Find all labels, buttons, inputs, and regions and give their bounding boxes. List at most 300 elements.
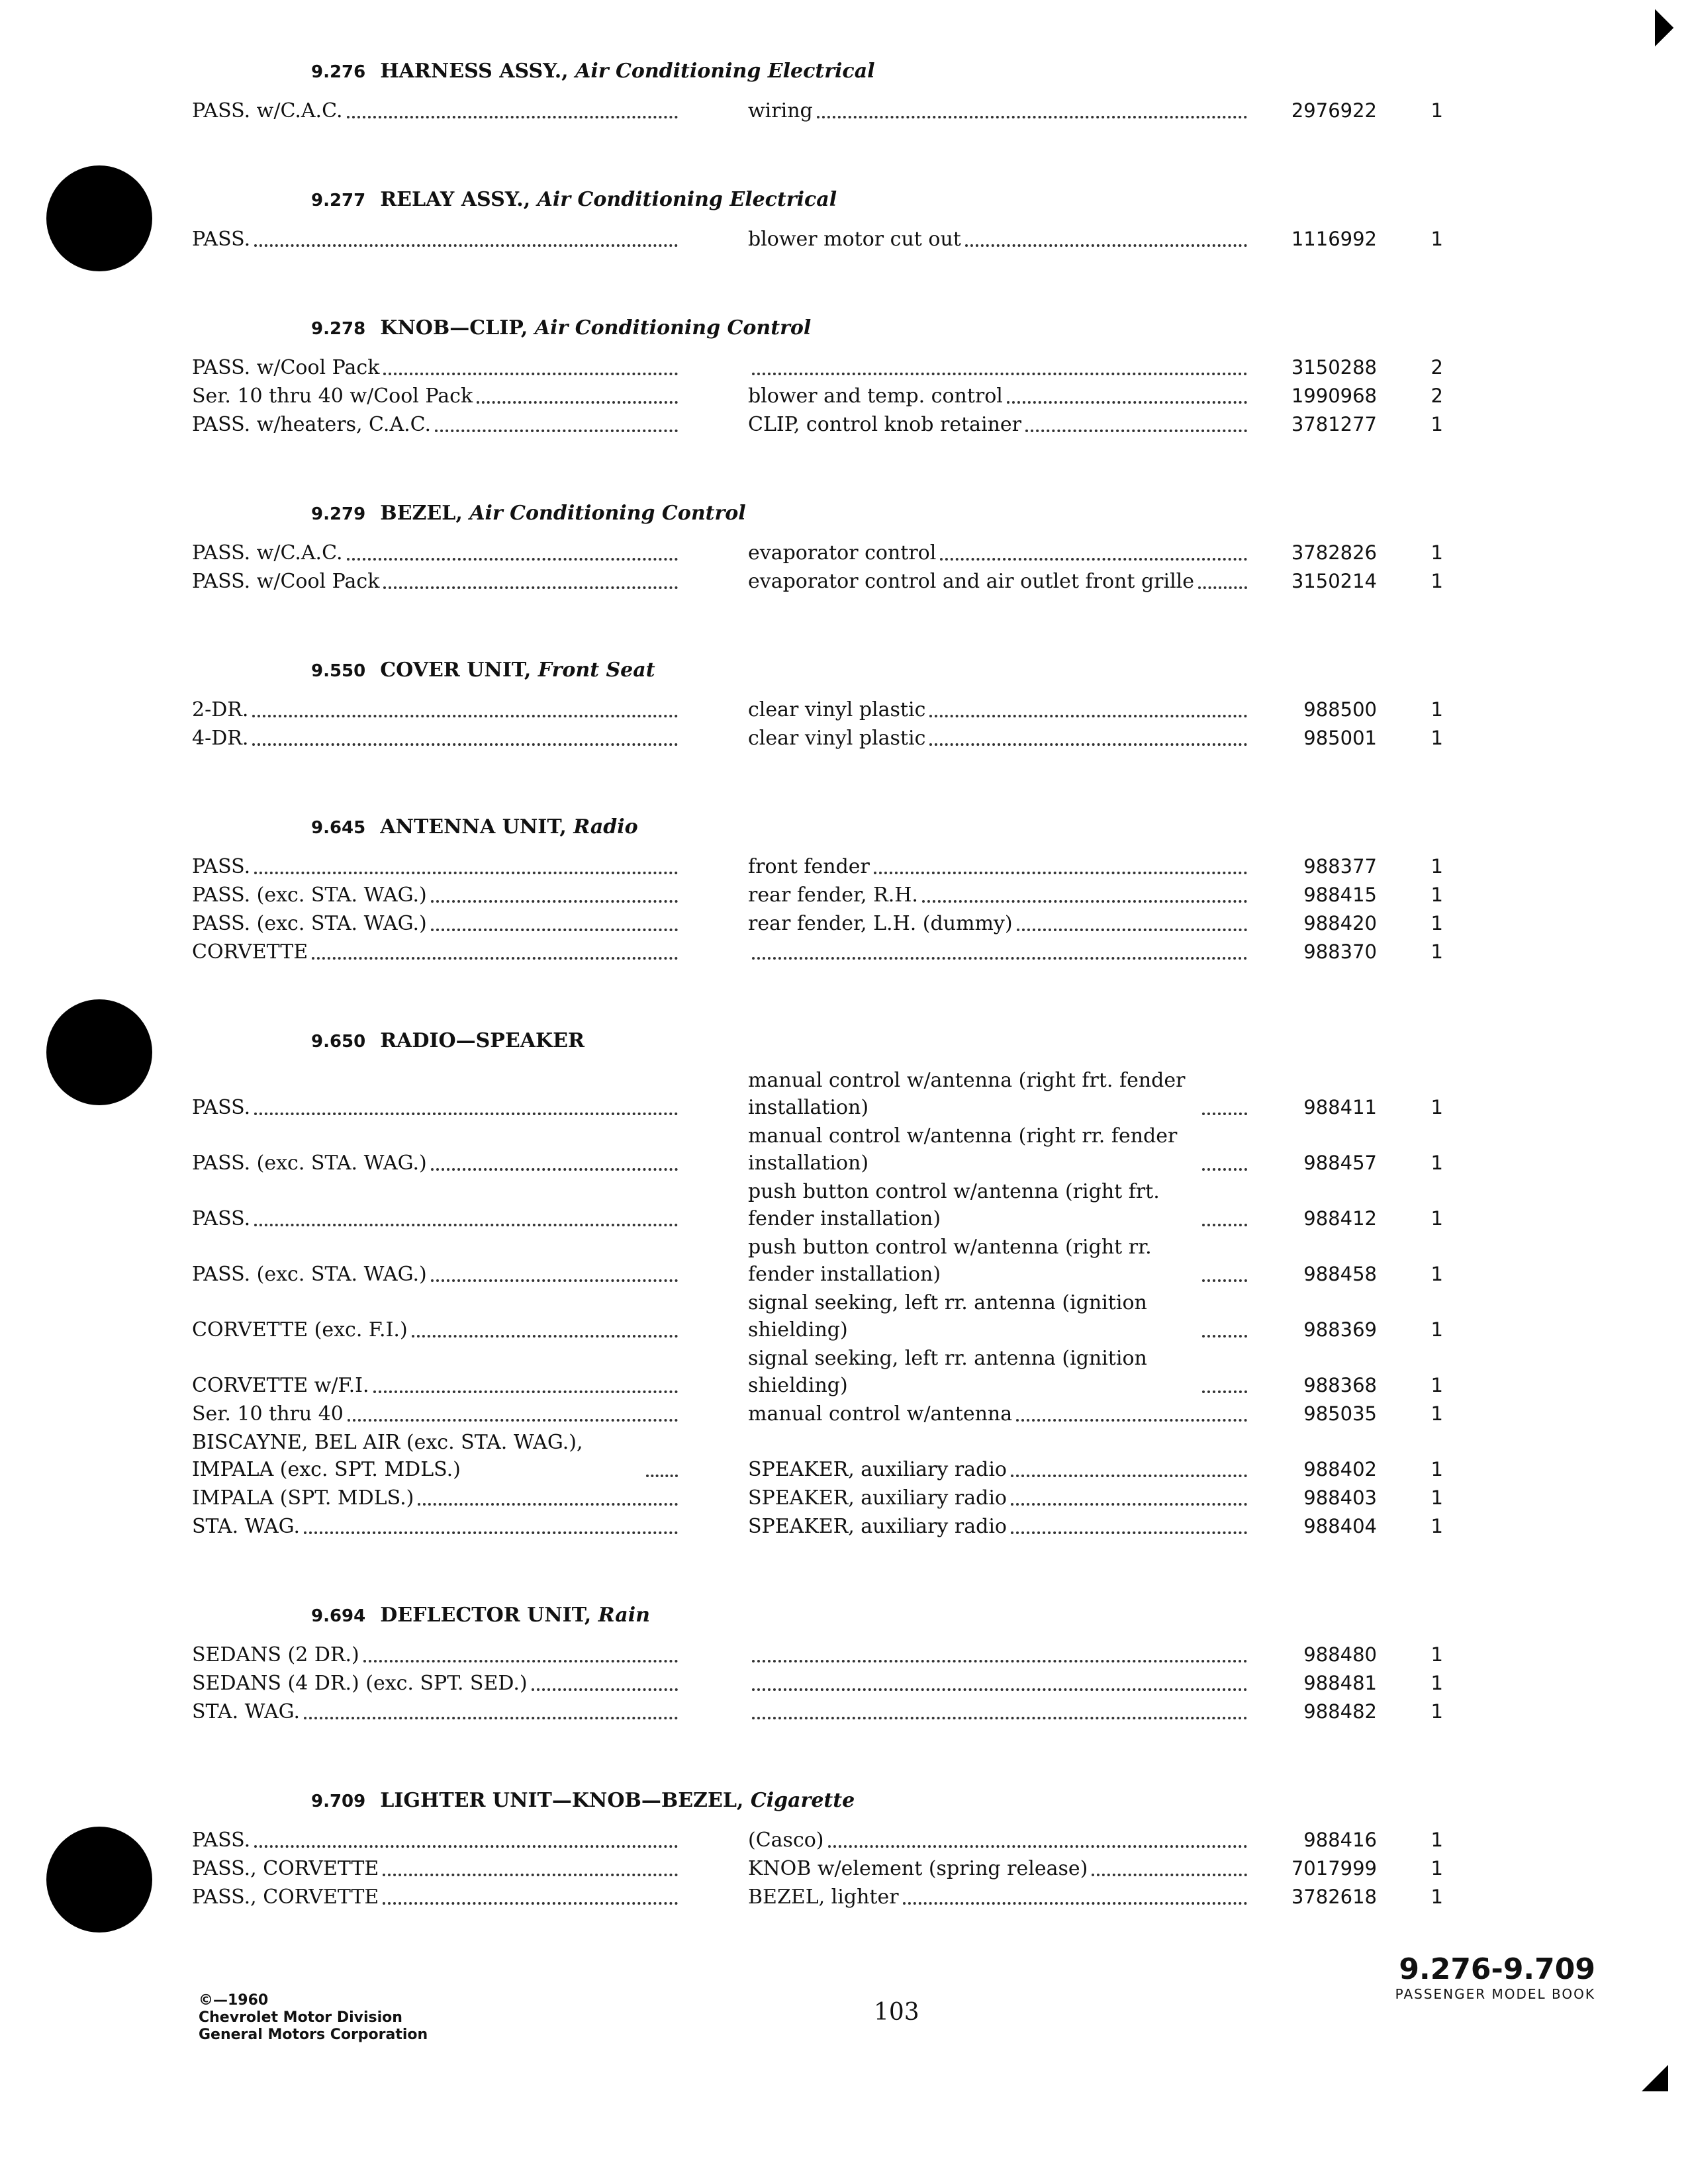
part-number: 3782618 [1291,1886,1377,1908]
part-number: 2976922 [1291,99,1377,122]
section-heading [192,316,1489,340]
quantity: 1 [1430,1152,1443,1174]
application-text: Ser. 10 thru 40 w/Cool Pack [192,385,473,408]
section-number: 9.645 [311,818,366,838]
leader-dots [752,1716,1247,1719]
leader-dots [1202,1390,1247,1393]
quantity: 1 [1430,1402,1443,1425]
description-cell [722,97,1251,124]
company-corporation: General Motors Corporation [199,2026,428,2043]
leader-dots [348,1418,678,1422]
application-cell [192,568,722,595]
description-text: BEZEL, lighter [748,1886,899,1909]
application-cell [192,853,722,880]
company-division: Chevrolet Motor Division [199,2009,402,2026]
application-cell [192,1670,722,1697]
section-heading [192,659,1489,682]
section-range: 9.276-9.709 [1399,1952,1595,1986]
corner-mark-top-icon [1636,9,1674,47]
leader-dots [929,743,1247,746]
quantity: 1 [1430,855,1443,878]
description-cell [722,372,1251,381]
quantity: 1 [1430,1700,1443,1723]
leader-dots [347,115,678,118]
section-description: Cigarette [750,1789,855,1812]
publisher-block [199,1992,428,2044]
description-text: front fender [748,855,870,878]
application-text: STA. WAG. [192,1515,301,1538]
section-description: Front Seat [538,659,655,682]
description-cell [722,1716,1251,1725]
part-row [192,1484,1489,1512]
description-text: clear vinyl plastic [748,727,926,750]
application-text: CORVETTE w/F.I. [192,1374,369,1397]
quantity: 1 [1430,1458,1443,1480]
part-row [192,1884,1489,1911]
application-cell [192,97,722,124]
part-number: 3150288 [1291,356,1377,379]
part-row [192,226,1489,253]
application-cell [192,910,722,937]
leader-dots [304,1716,678,1719]
application-text: PASS. (exc. STA. WAG.) [192,1263,427,1286]
section-heading [192,60,1489,83]
part-row [192,1513,1489,1540]
part-row [192,354,1489,381]
leader-dots [1092,1873,1247,1876]
part-row [192,1345,1489,1399]
quantity: 1 [1430,413,1443,435]
application-text: PASS. w/C.A.C. [192,541,343,565]
section-9-279 [192,502,1489,595]
description-cell [722,1484,1251,1512]
section-title: ANTENNA UNIT, [380,815,567,839]
leader-dots [940,557,1247,561]
description-cell [722,1178,1251,1232]
description-cell [722,1400,1251,1428]
section-number: 9.694 [311,1606,366,1626]
part-number: 7017999 [1291,1857,1377,1880]
section-description: Air Conditioning Electrical [537,188,837,211]
description-text: blower motor cut out [748,228,961,251]
section-number: 9.550 [311,661,366,681]
description-cell [722,1345,1251,1399]
application-cell [192,411,722,438]
description-text: evaporator control and air outlet front grille [748,570,1195,593]
description-text: rear fender, R.H. [748,884,918,907]
part-number: 3782826 [1291,541,1377,564]
description-cell [722,411,1251,438]
book-reference [1395,1952,1595,2002]
description-cell [722,1289,1251,1343]
part-number: 985035 [1303,1402,1377,1425]
section-heading [192,1604,1489,1627]
leader-dots [418,1502,678,1506]
application-text: PASS. [192,228,251,251]
application-cell [192,383,722,410]
part-row [192,1670,1489,1697]
description-text: CLIP, control knob retainer [748,413,1022,436]
description-text: SPEAKER, auxiliary radio [748,1458,1007,1481]
description-text: manual control w/antenna (right frt. fender installation) [748,1069,1186,1119]
application-cell [192,354,722,381]
leader-dots [1202,1167,1247,1171]
application-cell [192,539,722,567]
description-cell [722,1688,1251,1697]
leader-dots [431,899,678,903]
quantity: 1 [1430,1374,1443,1396]
quantity: 1 [1430,698,1443,721]
leader-dots [431,1279,678,1282]
leader-dots [304,1531,678,1534]
corner-mark-bottom-icon [1642,2065,1668,2091]
application-text: PASS. (exc. STA. WAG.) [192,884,427,907]
description-cell [722,383,1251,410]
application-cell [192,725,722,752]
leader-dots [1011,1502,1247,1506]
leader-dots [1017,928,1247,931]
part-row [192,1289,1489,1343]
section-description: Air Conditioning Electrical [575,60,875,83]
leader-dots [752,1688,1247,1691]
description-cell [722,539,1251,567]
description-cell [722,1122,1251,1177]
description-text: (Casco) [748,1829,824,1852]
leader-dots [752,956,1247,960]
application-text: PASS. w/C.A.C. [192,99,343,122]
application-text: SEDANS (4 DR.) (exc. SPT. SED.) [192,1672,528,1695]
leader-dots [1202,1223,1247,1226]
application-text: 2-DR. [192,698,249,721]
leader-dots [254,244,678,247]
application-cell [192,1372,722,1399]
quantity: 1 [1430,1672,1443,1694]
quantity: 1 [1430,1857,1443,1880]
part-number: 988411 [1303,1096,1377,1118]
leader-dots [383,1901,678,1905]
application-text: CORVETTE (exc. F.I.) [192,1318,408,1342]
quantity: 1 [1430,912,1443,934]
part-row [192,882,1489,909]
leader-dots [383,586,678,589]
quantity: 2 [1430,356,1443,379]
description-cell [722,568,1251,595]
quantity: 1 [1430,1318,1443,1341]
part-number: 988420 [1303,912,1377,934]
leader-dots [431,928,678,931]
quantity: 1 [1430,1096,1443,1118]
part-number: 988377 [1303,855,1377,878]
section-number: 9.276 [311,62,366,82]
leader-dots [817,115,1247,118]
leader-dots [922,899,1247,903]
section-description: Air Conditioning Control [534,316,812,340]
application-text: SEDANS (2 DR.) [192,1643,359,1666]
part-number: 1990968 [1291,385,1377,407]
section-9-650 [192,1029,1489,1540]
part-row [192,725,1489,752]
part-number: 988368 [1303,1374,1377,1396]
application-text: PASS. w/heaters, C.A.C. [192,413,432,436]
quantity: 1 [1430,1207,1443,1230]
leader-dots [874,871,1247,874]
leader-dots [1016,1418,1247,1422]
application-cell [192,938,722,966]
quantity: 1 [1430,570,1443,592]
leader-dots [752,372,1247,375]
description-cell [722,882,1251,909]
application-cell [192,1150,722,1177]
application-cell [192,882,722,909]
section-heading [192,188,1489,211]
application-text: PASS. (exc. STA. WAG.) [192,912,427,935]
description-cell [722,1513,1251,1540]
part-row [192,411,1489,438]
section-9-278 [192,316,1489,438]
application-text: 4-DR. [192,727,249,750]
leader-dots [252,743,678,746]
part-number: 1116992 [1291,228,1377,250]
description-cell [722,1234,1251,1288]
description-cell [722,696,1251,723]
binder-hole-middle [46,999,152,1105]
description-cell [722,1067,1251,1121]
part-number: 988404 [1303,1515,1377,1537]
part-row [192,97,1489,124]
application-text: PASS. [192,1096,251,1119]
section-9-694 [192,1604,1489,1725]
application-cell [192,226,722,253]
copyright: ©—1960 [199,1992,269,2009]
part-row [192,539,1489,567]
section-heading [192,1029,1489,1052]
application-text: PASS. [192,855,251,878]
quantity: 2 [1430,385,1443,407]
section-number: 9.709 [311,1792,366,1811]
application-text: Ser. 10 thru 40 [192,1402,344,1426]
part-number: 3150214 [1291,570,1377,592]
quantity: 1 [1430,228,1443,250]
section-title: HARNESS ASSY., [380,60,569,83]
application-cell [192,1094,722,1121]
application-text: BISCAYNE, BEL AIR (exc. STA. WAG.), IMPALA (exc. SPT. MDLS.) [192,1431,583,1481]
parts-listing [192,60,1489,1974]
application-cell [192,1698,722,1725]
leader-dots [347,557,678,561]
part-number: 988415 [1303,884,1377,906]
application-cell [192,1827,722,1854]
application-text: STA. WAG. [192,1700,301,1723]
part-row [192,1698,1489,1725]
part-row [192,383,1489,410]
description-text: evaporator control [748,541,937,565]
quantity: 1 [1430,1829,1443,1851]
section-description: Radio [573,815,638,839]
description-text: wiring [748,99,813,122]
quantity: 1 [1430,541,1443,564]
description-text: rear fender, L.H. (dummy) [748,912,1013,935]
part-number: 988481 [1303,1672,1377,1694]
leader-dots [1202,1334,1247,1338]
leader-dots [412,1334,678,1338]
leader-dots [254,1844,678,1848]
description-text: push button control w/antenna (right frt. fender installation) [748,1180,1160,1230]
application-cell [192,696,722,723]
application-cell [192,1513,722,1540]
section-description: Rain [598,1604,650,1627]
description-text: KNOB w/element (spring release) [748,1857,1088,1880]
part-number: 988500 [1303,698,1377,721]
quantity: 1 [1430,1515,1443,1537]
leader-dots [1025,429,1247,432]
quantity: 1 [1430,884,1443,906]
leader-dots [383,372,678,375]
section-title: DEFLECTOR UNIT, [380,1604,592,1627]
part-number: 988402 [1303,1458,1377,1480]
application-text: PASS. [192,1829,251,1852]
application-text: PASS., CORVETTE [192,1886,379,1909]
leader-dots [965,244,1247,247]
part-row [192,938,1489,966]
application-cell [192,1884,722,1911]
binder-hole-bottom [46,1827,152,1933]
section-9-277 [192,188,1489,253]
quantity: 1 [1430,940,1443,963]
application-cell [192,1855,722,1882]
part-row [192,853,1489,880]
leader-dots [828,1844,1247,1848]
section-9-550 [192,659,1489,752]
part-row [192,1067,1489,1121]
part-row [192,910,1489,937]
description-text: signal seeking, left rr. antenna (ignition shielding) [748,1347,1147,1397]
part-number: 985001 [1303,727,1377,749]
leader-dots [431,1167,678,1171]
section-number: 9.278 [311,319,366,339]
application-cell [192,1400,722,1428]
section-description: Air Conditioning Control [469,502,746,525]
leader-dots [312,956,678,960]
leader-dots [903,1901,1247,1905]
part-row [192,1400,1489,1428]
section-title: LIGHTER UNIT—KNOB—BEZEL, [380,1789,744,1812]
application-cell [192,1205,722,1232]
application-text: CORVETTE [192,940,308,964]
description-text: manual control w/antenna (right rr. fender installation) [748,1124,1178,1175]
leader-dots [435,429,678,432]
description-text: SPEAKER, auxiliary radio [748,1486,1007,1510]
leader-dots [929,714,1247,717]
part-row [192,1178,1489,1232]
book-title: PASSENGER MODEL BOOK [1395,1986,1595,2002]
part-row [192,1122,1489,1177]
description-cell [722,1855,1251,1882]
part-number: 988370 [1303,940,1377,963]
description-text: clear vinyl plastic [748,698,926,721]
part-number: 988412 [1303,1207,1377,1230]
part-number: 988416 [1303,1829,1377,1851]
description-cell [722,1659,1251,1668]
description-cell [722,226,1251,253]
part-number: 988457 [1303,1152,1377,1174]
leader-dots [752,1659,1247,1662]
section-title: KNOB—CLIP, [380,316,528,340]
leader-dots [1202,1279,1247,1282]
part-number: 988482 [1303,1700,1377,1723]
description-cell [722,853,1251,880]
leader-dots [252,714,678,717]
section-title: BEZEL, [380,502,463,525]
leader-dots [477,400,678,404]
part-number: 3781277 [1291,413,1377,435]
quantity: 1 [1430,1643,1443,1666]
description-cell [722,910,1251,937]
leader-dots [1011,1531,1247,1534]
application-text: PASS. w/Cool Pack [192,570,380,593]
leader-dots [1202,1112,1247,1115]
description-cell [722,725,1251,752]
page-number: 103 [874,1999,919,2026]
leader-dots [254,1112,678,1115]
application-text: PASS. [192,1207,251,1230]
application-cell [192,1429,722,1483]
quantity: 1 [1430,727,1443,749]
part-row [192,696,1489,723]
section-9-709 [192,1789,1489,1911]
application-text: PASS. (exc. STA. WAG.) [192,1152,427,1175]
section-title: COVER UNIT, [380,659,532,682]
section-number: 9.279 [311,504,366,524]
application-cell [192,1641,722,1668]
part-number: 988458 [1303,1263,1377,1285]
application-cell [192,1261,722,1288]
section-heading [192,1789,1489,1812]
part-row [192,1855,1489,1882]
application-text: IMPALA (SPT. MDLS.) [192,1486,414,1510]
description-cell [722,1456,1251,1483]
description-cell [722,1884,1251,1911]
binder-hole-top [46,165,152,271]
leader-dots [254,1223,678,1226]
section-heading [192,502,1489,525]
leader-dots [1007,400,1247,404]
application-cell [192,1316,722,1343]
quantity: 1 [1430,99,1443,122]
description-text: SPEAKER, auxiliary radio [748,1515,1007,1538]
leader-dots [383,1873,678,1876]
leader-dots [532,1688,678,1691]
part-row [192,568,1489,595]
description-text: blower and temp. control [748,385,1003,408]
quantity: 1 [1430,1486,1443,1509]
part-row [192,1641,1489,1668]
leader-dots [646,1474,678,1477]
leader-dots [1011,1474,1247,1477]
part-row [192,1827,1489,1854]
description-cell [722,956,1251,966]
section-title: RADIO—SPEAKER [380,1029,585,1052]
part-row [192,1429,1489,1483]
description-text: signal seeking, left rr. antenna (ignition shielding) [748,1291,1147,1342]
description-text: push button control w/antenna (right rr. fender installation) [748,1236,1152,1286]
description-text: manual control w/antenna [748,1402,1013,1426]
leader-dots [1198,586,1247,589]
section-9-645 [192,815,1489,966]
section-number: 9.650 [311,1032,366,1052]
section-heading [192,815,1489,839]
leader-dots [254,871,678,874]
application-text: PASS. w/Cool Pack [192,356,380,379]
